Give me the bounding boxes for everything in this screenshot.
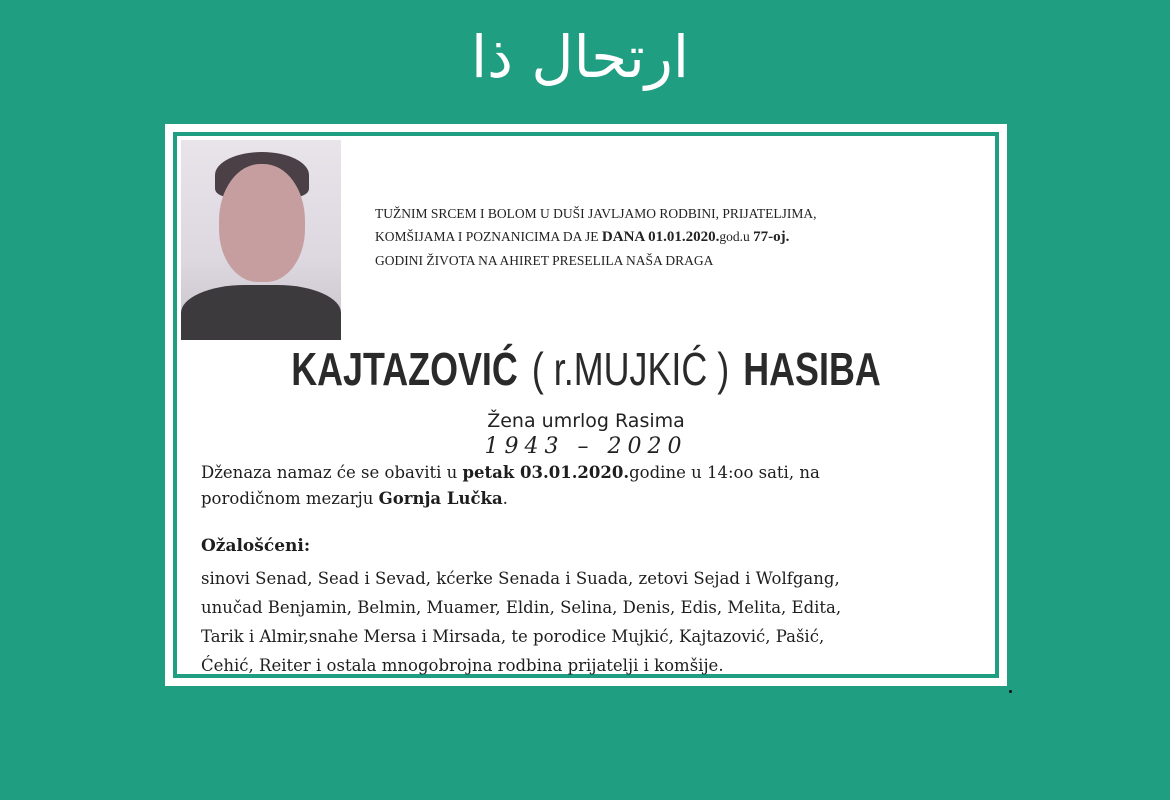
life-years: 1943 – 2020 [484, 434, 688, 459]
mourners-line-2: unučad Benjamin, Belmin, Muamer, Eldin, Selina, Denis, Edis, Melita, Edita, [201, 598, 842, 617]
mourners-line-4: Ćehić, Reiter i ostala mnogobrojna rodbina prijatelji i komšije. [201, 656, 724, 675]
mourners-line-3: Tarik i Almir,snahe Mersa i Mirsada, te porodice Mujkić, Kajtazović, Pašić, [201, 627, 825, 646]
announcement-line-3: GODINI ŽIVOTA NA AHIRET PRESELILA NAŠA DRAGA [375, 253, 714, 268]
announcement-text [375, 202, 855, 272]
mourners-line-1: sinovi Senad, Sead i Sevad, kćerke Senada i Suada, zetovi Sejad i Wolfgang, [201, 569, 840, 588]
obituary-card [165, 124, 1007, 686]
announcement-line-2: KOMŠIJAMA I POZNANICIMA DA JE DANA 01.01.2020.god.u 77-oj. [375, 229, 790, 245]
burial-place: Gornja Lučka [378, 489, 503, 508]
first-name: HASIBA [743, 343, 881, 395]
arabic-calligraphy-heading: ارتحال ذا [471, 23, 689, 91]
deceased-name [258, 342, 915, 396]
surname: KAJTAZOVIĆ [291, 343, 518, 395]
spouse-line: Žena umrlog Rasima [487, 410, 685, 432]
funeral-date: petak 03.01.2020. [462, 463, 630, 482]
funeral-info: Dženaza namaz će se obaviti u petak 03.01.2020.godine u 14:oo sati, na porodičnom mezarju Gornja Lučka. [201, 463, 820, 508]
maiden-name: ( r.MUJKIĆ ) [531, 343, 730, 395]
mourners-list [201, 564, 991, 680]
deceased-photo [181, 140, 341, 340]
announcement-line-1: TUŽNIM SRCEM I BOLOM U DUŠI JAVLJAMO RODBINI, PRIJATELJIMA, [375, 206, 817, 221]
mourners-heading: Ožalošćeni: [201, 536, 311, 556]
speck [1009, 690, 1012, 693]
